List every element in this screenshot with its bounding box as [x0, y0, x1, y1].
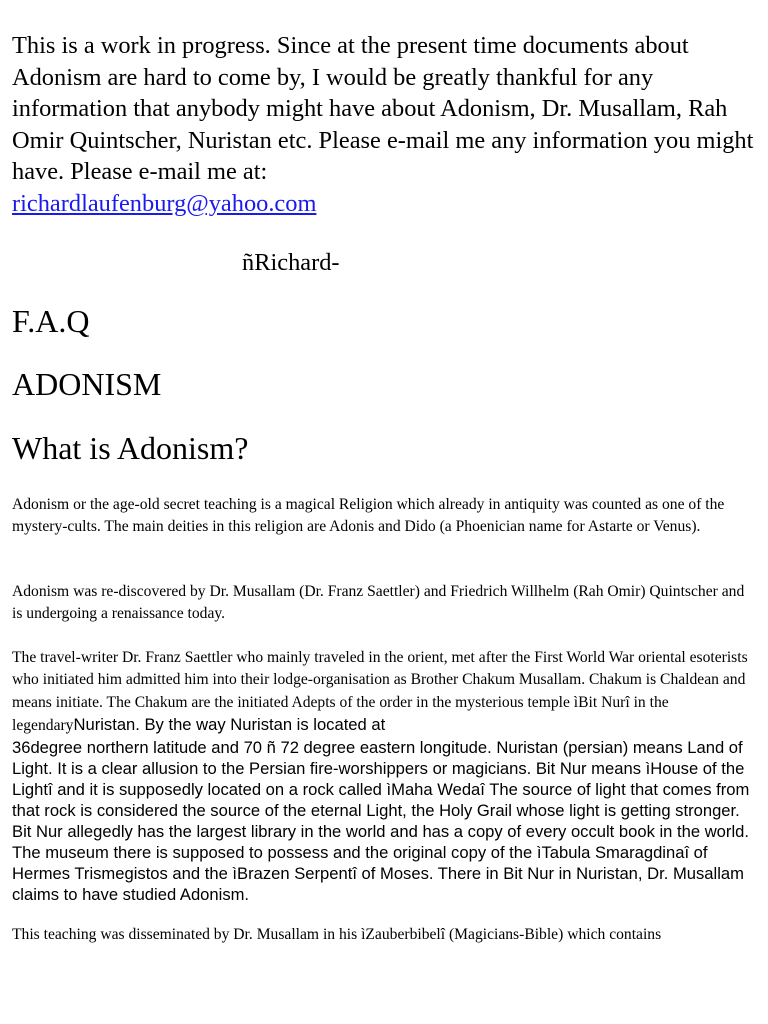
- paragraph-dissemination: This teaching was disseminated by Dr. Musallam in his ìZauberbibelî (Magicians-Bible) which contains: [12, 926, 662, 943]
- faq-heading: F.A.Q: [12, 303, 90, 339]
- intro-paragraph: [12, 30, 758, 220]
- intro-text: This is a work in progress. Since at the present time documents about Adonism are hard to come by, I would be greatly thankful for any information that anybody might have about Adonism, Dr. Musallam, Rah Omir Quintscher, Nuristan etc. Please e-mail me any information you might have. Please e-mail me at:: [12, 32, 754, 186]
- question-heading: What is Adonism?: [12, 430, 249, 466]
- paragraph-saettler-sans-inline: Nuristan. By the way Nuristan is located at: [73, 714, 386, 734]
- email-link[interactable]: richardlaufenburg@yahoo.com: [12, 189, 317, 217]
- paragraph-definition: Adonism or the age-old secret teaching is a magical Religion which already in antiquity was counted as one of the mystery-cults. The main deities in this religion are Adonis and Dido (a Phoenician name for Astarte or Venus).: [12, 496, 725, 536]
- paragraph-saettler: [12, 647, 758, 905]
- paragraph-saettler-serif: The travel-writer Dr. Franz Saettler who mainly traveled in the orient, met after the First World War oriental esoterists who initiated him admitted him into their lodge-organisation as Brother Chakum Musallam. Chakum is Chaldean and means initiate. The Chakum are the initiated Adepts of the order in the mysterious temple ìBit Nurî in the legendary: [12, 649, 748, 734]
- paragraph-saettler-sans: 36degree northern latitude and 70 ñ 72 degree eastern longitude. Nuristan (persian) means Land of Light. It is a clear allusion to the Persian fire-worshippers or magicians. Bit Nur means ìHouse of the Lightî and it is supposedly located on a rock called ìMaha Wedaî The source of light that comes from that rock is considered the source of the eternal Light, the Holy Grail whose light is getting stronger. Bit Nur allegedly has the largest library in the world and has a copy of every occult book in the world. The museum there is supposed to possess and the original copy of the ìTabula Smaragdinaî of Hermes Trismegistos and the ìBrazen Serpentî of Moses. There in Bit Nur in Nuristan, Dr. Musallam claims to have studied Adonism.: [12, 738, 750, 905]
- paragraph-rediscovery: Adonism was re-discovered by Dr. Musallam (Dr. Franz Saettler) and Friedrich Willhelm (Rah Omir) Quintscher and is undergoing a renaissance today.: [12, 583, 745, 623]
- adonism-heading: ADONISM: [12, 366, 162, 402]
- signature: ñRichard-: [242, 249, 340, 276]
